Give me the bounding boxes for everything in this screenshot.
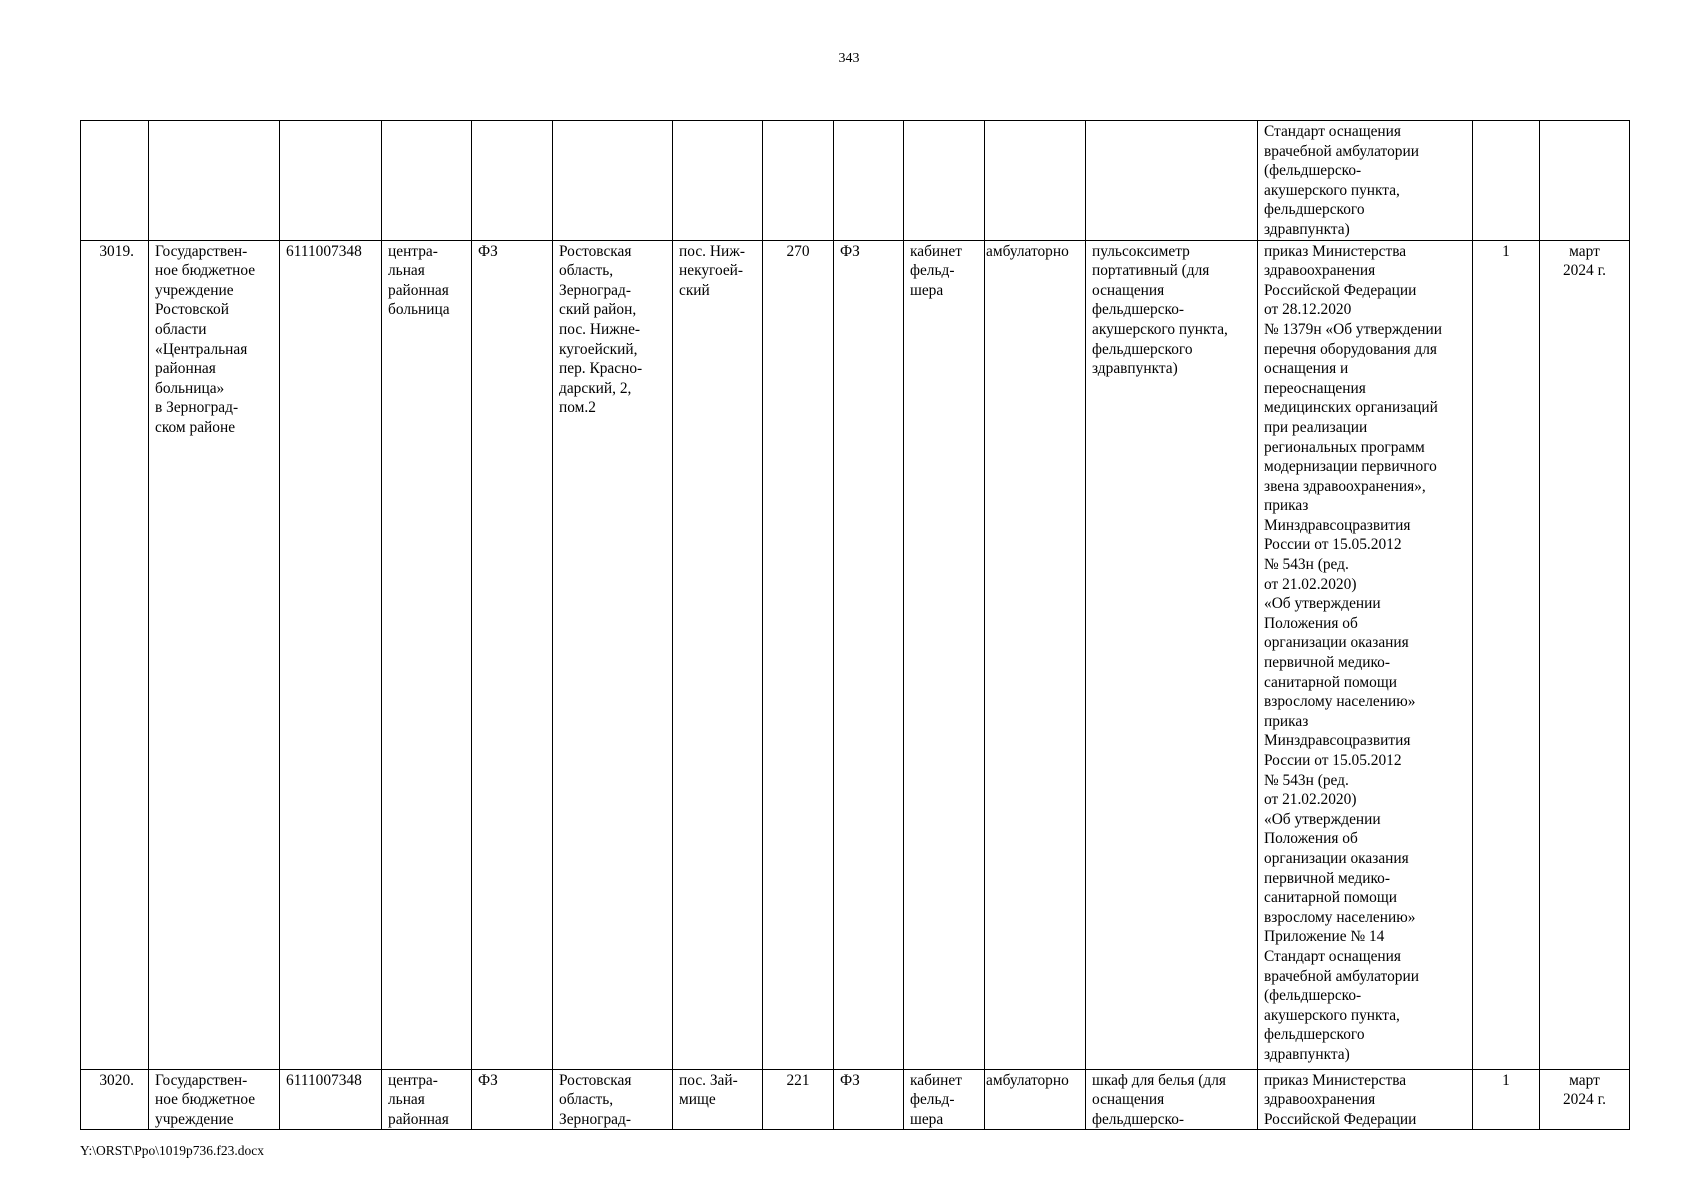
cell-line: Государствен- (155, 242, 248, 260)
cell-line: ное бюджетное (155, 262, 256, 280)
cell-line: пос. Нижне- (559, 320, 641, 338)
cell-settlement (673, 1069, 763, 1130)
cell-line: от 28.12.2020 (1264, 301, 1352, 319)
cell-line: приказ (1264, 497, 1309, 515)
cell-line: Ростовской (155, 301, 229, 319)
cell-line: звена здравоохранения», (1264, 477, 1426, 495)
cell-line: 3019. (99, 242, 134, 260)
cell-line: первичной медико- (1264, 869, 1390, 887)
cell-quantity (1473, 240, 1540, 1069)
cell-line: акушерского пункта, (1264, 181, 1400, 199)
cell-line: 2024 г. (1562, 262, 1607, 280)
cell-line: № 1379н «Об утверждении (1264, 320, 1443, 338)
cell-line: амбулаторно (986, 242, 1069, 260)
cell-care-form (985, 1069, 1086, 1130)
cell-line: март (1569, 242, 1600, 260)
cell-org-type (382, 121, 472, 241)
cell-care-form (985, 121, 1086, 241)
cell-line: региональных программ (1264, 438, 1425, 456)
cell-line: область, (559, 1091, 614, 1109)
cell-line: врачебной амбулатории (1264, 142, 1419, 160)
cell-line: здравоохранения (1264, 262, 1376, 280)
cell-line: область, (559, 262, 614, 280)
cell-line: «Об утверждении (1264, 810, 1381, 828)
cell-organization-name (149, 240, 280, 1069)
cell-line: пом.2 (559, 399, 596, 417)
cell-line: модернизации первичного (1264, 458, 1437, 476)
cell-line: фельд- (910, 1091, 955, 1109)
cell-line: ФЗ (840, 1071, 860, 1089)
cell-date (1540, 1069, 1630, 1130)
cell-line: от 21.02.2020) (1264, 791, 1357, 809)
cell-line: 270 (786, 242, 810, 260)
table-row (81, 121, 1630, 241)
cell-line: мище (679, 1091, 716, 1109)
cell-line: ском районе (155, 418, 236, 436)
cell-legal-basis (1258, 240, 1473, 1069)
cell-unit-kind (834, 240, 904, 1069)
cell-line: амбулаторно (986, 1071, 1069, 1089)
cell-line: (фельдшерско- (1264, 162, 1362, 180)
cell-line: Ростовская (559, 1071, 632, 1089)
cell-date (1540, 121, 1630, 241)
cell-address (553, 1069, 673, 1130)
cell-line: 6111007348 (286, 1071, 362, 1089)
cell-row-number (81, 240, 149, 1069)
cell-line: пос. Ниж- (679, 242, 745, 260)
cell-line: пос. Зай- (679, 1071, 738, 1089)
cell-room (904, 240, 985, 1069)
cell-line: кабинет (910, 1071, 962, 1089)
cell-line: ский район, (559, 301, 637, 319)
cell-line: Стандарт оснащения (1264, 123, 1401, 140)
cell-line: центра- (388, 1071, 438, 1089)
cell-line: Зерноград- (559, 281, 631, 299)
cell-line: акушерского пункта, (1264, 1006, 1400, 1024)
cell-inn (280, 1069, 382, 1130)
cell-line: в Зерноград- (155, 399, 239, 417)
cell-line: взрослому населению» (1264, 693, 1416, 711)
cell-line: учреждение (155, 281, 234, 299)
cell-unit-type (472, 1069, 553, 1130)
cell-line: дарский, 2, (559, 379, 632, 397)
cell-line: ский (679, 281, 710, 299)
cell-line: фельдшерско- (1092, 1110, 1185, 1128)
cell-line: от 21.02.2020) (1264, 575, 1357, 593)
cell-equipment (1086, 121, 1258, 241)
cell-line: здравпункта) (1264, 220, 1350, 238)
cell-line: кабинет (910, 242, 962, 260)
cell-legal-basis (1258, 1069, 1473, 1130)
table-row (81, 240, 1630, 1069)
cell-line: организации оказания (1264, 849, 1409, 867)
cell-line: районная (388, 281, 449, 299)
cell-line: фельдшерского (1264, 1026, 1365, 1044)
cell-organization-name (149, 1069, 280, 1130)
cell-settlement (673, 240, 763, 1069)
cell-line: 2024 г. (1562, 1091, 1607, 1109)
cell-line: Государствен- (155, 1071, 248, 1089)
cell-line: Положения об (1264, 830, 1358, 848)
cell-line: фельдшерского (1264, 201, 1365, 219)
cell-row-number (81, 1069, 149, 1130)
cell-line: «Центральная (155, 340, 248, 358)
cell-line: 6111007348 (286, 242, 362, 260)
cell-quantity (1473, 1069, 1540, 1130)
cell-line: Российской Федерации (1264, 281, 1417, 299)
cell-unit-type (472, 121, 553, 241)
cell-line: Ростовская (559, 242, 632, 260)
cell-line: Приложение № 14 (1264, 928, 1385, 946)
cell-line: санитарной помощи (1264, 673, 1397, 691)
cell-line: области (155, 320, 207, 338)
cell-line: фельд- (910, 262, 955, 280)
cell-unit-type (472, 240, 553, 1069)
cell-line: Минздравсоцразвития (1264, 516, 1411, 534)
cell-line: фельдшерско- (1092, 301, 1185, 319)
cell-address (553, 121, 673, 241)
cell-unit-kind (834, 121, 904, 241)
cell-legal-basis (1258, 121, 1473, 241)
cell-line: при реализации (1264, 418, 1368, 436)
cell-line: пульсоксиметр (1092, 242, 1190, 260)
cell-line: России от 15.05.2012 (1264, 752, 1402, 769)
cell-date (1540, 240, 1630, 1069)
cell-line: кугоейский, (559, 340, 638, 358)
cell-room (904, 1069, 985, 1130)
cell-line: (фельдшерско- (1264, 987, 1362, 1005)
cell-equipment (1086, 240, 1258, 1069)
cell-line: льная (388, 1091, 425, 1109)
cell-line: районная (388, 1110, 449, 1128)
cell-line: приказ Министерства (1264, 1071, 1407, 1089)
registry-table (80, 120, 1630, 1130)
table-row (81, 1069, 1630, 1130)
cell-line: оснащения (1092, 1091, 1165, 1109)
cell-line: ное бюджетное (155, 1091, 256, 1109)
cell-line: здравоохранения (1264, 1091, 1376, 1109)
cell-line: приказ (1264, 712, 1309, 730)
cell-line: России от 15.05.2012 (1264, 536, 1402, 554)
cell-line: Зерноград- (559, 1110, 631, 1128)
cell-line: больница» (155, 379, 225, 397)
cell-line: центра- (388, 242, 438, 260)
cell-line: шера (910, 281, 944, 299)
cell-line: 1 (1502, 242, 1510, 260)
cell-org-type (382, 240, 472, 1069)
cell-line: оснащения (1092, 281, 1165, 299)
cell-population (763, 1069, 834, 1130)
cell-line: врачебной амбулатории (1264, 967, 1419, 985)
cell-line: переоснащения (1264, 379, 1366, 397)
cell-quantity (1473, 121, 1540, 241)
cell-line: ФЗ (478, 1071, 498, 1089)
cell-line: некугоей- (679, 262, 744, 280)
cell-population (763, 240, 834, 1069)
cell-line: здравпункта) (1264, 1045, 1350, 1063)
cell-line: пер. Красно- (559, 360, 643, 378)
cell-line: № 543н (ред. (1264, 556, 1349, 574)
cell-line: Российской Федерации (1264, 1110, 1417, 1128)
cell-line: март (1569, 1071, 1600, 1089)
cell-line: шкаф для белья (для (1092, 1071, 1226, 1089)
cell-line: первичной медико- (1264, 654, 1390, 672)
cell-unit-kind (834, 1069, 904, 1130)
cell-room (904, 121, 985, 241)
cell-line: шера (910, 1110, 944, 1128)
cell-line: «Об утверждении (1264, 595, 1381, 613)
cell-line: приказ Министерства (1264, 242, 1407, 260)
cell-line: Стандарт оснащения (1264, 947, 1401, 965)
cell-line: районная (155, 360, 216, 378)
cell-line: 3020. (99, 1071, 134, 1089)
cell-equipment (1086, 1069, 1258, 1130)
cell-line: 221 (786, 1071, 810, 1089)
cell-line: оснащения и (1264, 360, 1349, 378)
cell-line: ФЗ (840, 242, 860, 260)
cell-org-type (382, 1069, 472, 1130)
cell-line: взрослому населению» (1264, 908, 1416, 926)
cell-inn (280, 240, 382, 1069)
cell-line: № 543н (ред. (1264, 771, 1349, 789)
cell-line: организации оказания (1264, 634, 1409, 652)
cell-care-form (985, 240, 1086, 1069)
cell-line: Положения об (1264, 614, 1358, 632)
cell-address (553, 240, 673, 1069)
cell-line: 1 (1502, 1071, 1510, 1089)
cell-line: фельдшерского (1092, 340, 1193, 358)
footer-file-path: Y:\ORST\Ppo\1019p736.f23.docx (80, 1143, 265, 1158)
cell-line: санитарной помощи (1264, 889, 1397, 907)
cell-row-number (81, 121, 149, 241)
cell-line: здравпункта) (1092, 360, 1178, 378)
cell-organization-name (149, 121, 280, 241)
table-body (81, 121, 1630, 1130)
cell-line: акушерского пункта, (1092, 320, 1228, 338)
cell-population (763, 121, 834, 241)
cell-line: ФЗ (478, 242, 498, 260)
page-number: 343 (838, 51, 860, 66)
cell-settlement (673, 121, 763, 241)
cell-line: портативный (для (1092, 262, 1210, 280)
cell-line: больница (388, 301, 450, 319)
cell-line: льная (388, 262, 425, 280)
cell-line: учреждение (155, 1110, 234, 1128)
cell-inn (280, 121, 382, 241)
cell-line: перечня оборудования для (1264, 340, 1437, 358)
cell-line: Минздравсоцразвития (1264, 732, 1411, 750)
cell-line: медицинских организаций (1264, 399, 1438, 417)
